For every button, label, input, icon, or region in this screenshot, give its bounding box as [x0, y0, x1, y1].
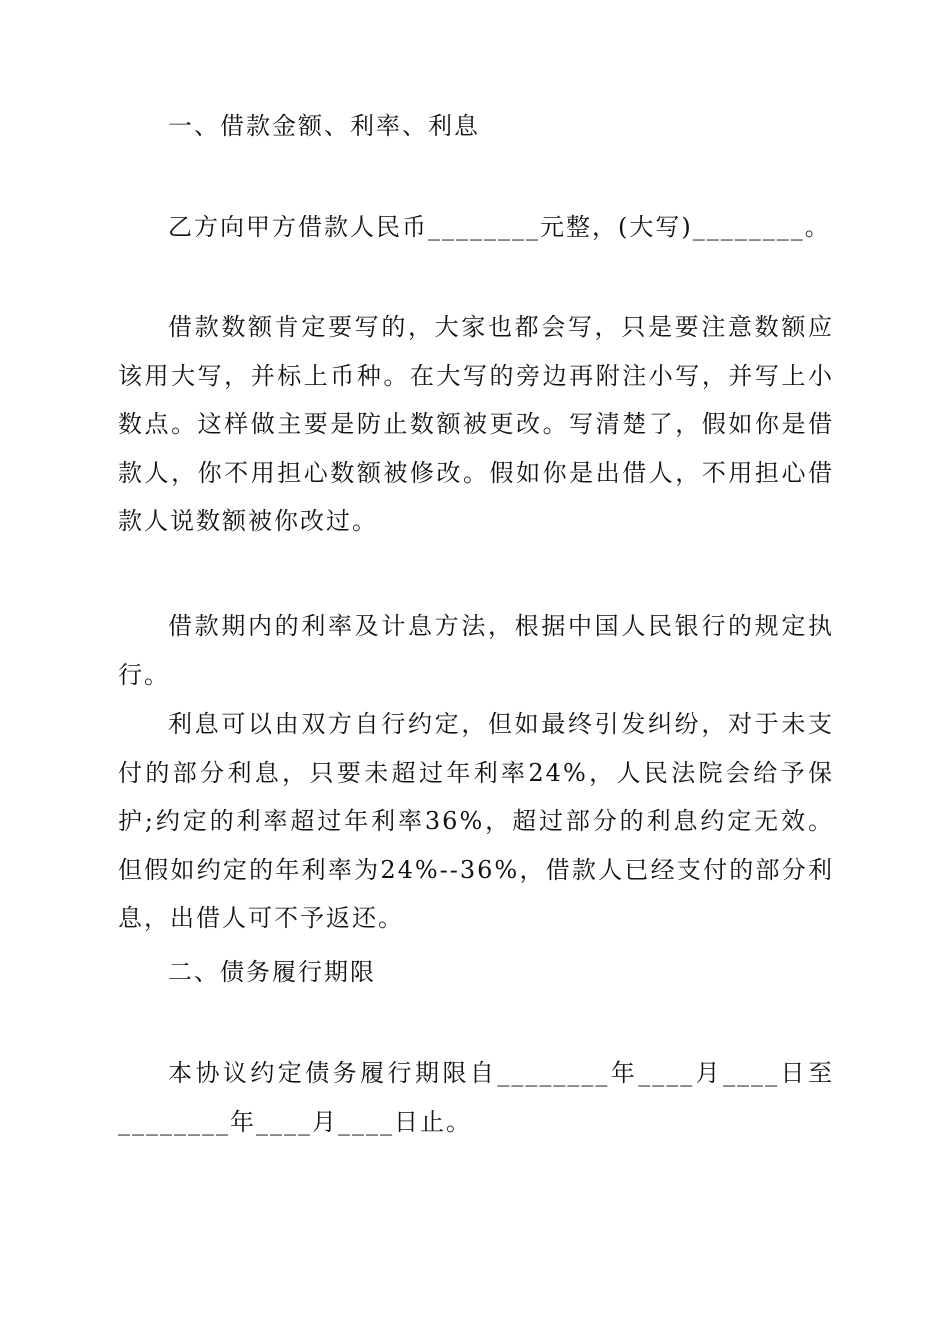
rate-method-text: 借款期内的利率及计息方法，根据中国人民银行的规定执行。 [118, 612, 834, 689]
loan-amount-clause [118, 203, 834, 252]
section-heading-loan-terms: 一、借款金额、利率、利息 [168, 112, 480, 140]
term-text: 本协议约定债务履行期限自________年____月____日至________年____月____日止。 [118, 1059, 834, 1136]
term-clause [118, 1049, 834, 1146]
section-heading-term: 二、债务履行期限 [168, 958, 376, 986]
amount-note-text: 借款数额肯定要写的，大家也都会写，只是要注意数额应该用大写，并标上币种。在大写的旁边再附注小写，并写上小数点。这样做主要是防止数额被更改。写清楚了，假如你是借款人，你不用担心数额被修改。假如你是出借人，不用担心借款人说数额被你改过。 [118, 313, 834, 535]
interest-paragraph [118, 700, 834, 943]
amount-note-paragraph [118, 303, 834, 546]
loan-amount-text: 乙方向甲方借款人民币________元整，(大写)________。 [168, 213, 831, 241]
interest-text: 利息可以由双方自行约定，但如最终引发纠纷，对于未支付的部分利息，只要未超过年利率24%，人民法院会给予保护;约定的利率超过年利率36%，超过部分的利息约定无效。但假如约定的年利率为24%--36%，借款人已经支付的部分利息，出借人可不予返还。 [118, 710, 834, 932]
rate-method-paragraph [118, 602, 834, 699]
